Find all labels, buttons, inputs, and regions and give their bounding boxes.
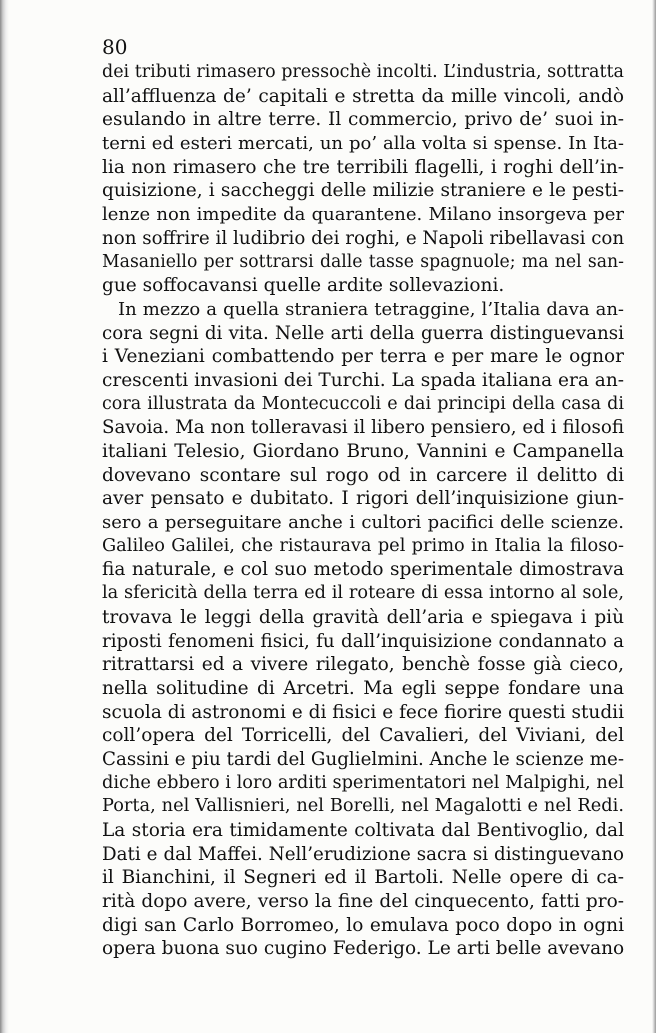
- text-line: opera buona suo cugino Federigo. Le arti belle avevano: [102, 938, 625, 960]
- text-line: la sfericità della terra ed il roteare di essa intorno al sole,: [102, 583, 624, 604]
- text-line: coll’opera del Torricelli, del Cavalieri, del Viviani, del: [102, 725, 624, 747]
- text-line: In mezzo a quella straniera tetraggine, l’Italia dava an-: [118, 298, 624, 320]
- text-line: ritrattarsi ed a vivere rilegato, benchè fosse già cieco,: [102, 654, 624, 676]
- text-line: Galileo Galilei, che ristaurava pel primo in Italia la filoso-: [102, 535, 624, 556]
- text-line: Savoia. Ma non tolleravasi il libero pensiero, ed i filosofi: [102, 417, 624, 439]
- text-line: quisizione, i saccheggi delle milizie straniere e le pesti-: [102, 180, 624, 202]
- text-line: Porta, nel Vallisnieri, nel Borelli, nel Magalotti e nel Redi.: [102, 796, 624, 817]
- text-line: lenze non impedite da quarantene. Milano insorgeva per: [102, 204, 624, 226]
- text-line: diche ebbero i loro arditi sperimentatori nel Malpighi, nel: [102, 772, 624, 793]
- text-line: dei tributi rimasero pressochè incolti. L’industria, sottratta: [102, 62, 624, 82]
- text-line: gue soffocavansi quelle ardite sollevazioni.: [102, 275, 505, 297]
- text-line: nella solitudine di Arcetri. Ma egli seppe fondare una: [102, 677, 624, 699]
- text-line: fia naturale, e col suo metodo sperimentale dimostrava: [102, 559, 624, 581]
- text-line: esulando in altre terre. Il commercio, privo de’ suoi in-: [102, 109, 624, 131]
- text-line: lia non rimasero che tre terribili flagelli, i roghi dell’in-: [102, 156, 624, 178]
- page-number: 80: [102, 35, 128, 59]
- page-left-edge-shadow: [0, 0, 9, 1033]
- text-line: cora illustrata da Montecuccoli e dai principi della casa di: [102, 393, 624, 414]
- text-line: Cassini e piu tardi del Guglielmini. Anche le scienze me-: [102, 748, 624, 770]
- text-line: terni ed esteri mercati, un po’ alla volta si spense. In Ita-: [102, 133, 624, 155]
- text-line: trovava le leggi della gravità dell’aria e spiegava i più: [102, 606, 624, 628]
- text-line: all’affluenza de’ capitali e stretta da mille vincoli, andò: [102, 85, 624, 107]
- text-line: i Veneziani combattendo per terra e per mare le ognor: [102, 346, 624, 368]
- text-line: digi san Carlo Borromeo, lo emulava poco dopo in ogni: [102, 914, 624, 936]
- text-line: Dati e dal Maffei. Nell’erudizione sacra si distinguevano: [102, 843, 624, 865]
- text-line: rità dopo avere, verso la fine del cinquecento, fatti pro-: [102, 891, 624, 913]
- body-text: [102, 61, 624, 961]
- text-line: La storia era timidamente coltivata dal Bentivoglio, dal: [102, 820, 624, 841]
- text-line: scuola di astronomi e di fisici e fece fiorire questi studii: [102, 701, 624, 723]
- text-line: sero a perseguitare anche i cultori pacifici delle scienze.: [102, 512, 624, 534]
- page-right-edge-shadow: [652, 0, 656, 1033]
- text-line: italiani Telesio, Giordano Bruno, Vannini e Campanella: [102, 441, 624, 462]
- text-line: cora segni di vita. Nelle arti della guerra distinguevansi: [102, 322, 624, 344]
- text-line: non soffrire il ludibrio dei roghi, e Napoli ribellavasi con: [102, 227, 625, 249]
- text-line: Masaniello per sottrarsi dalle tasse spagnuole; ma nel san-: [102, 251, 624, 272]
- text-line: riposti fenomeni fisici, fu dall’inquisizione condannato a: [102, 630, 624, 652]
- text-line: crescenti invasioni dei Turchi. La spada italiana era an-: [102, 369, 624, 391]
- text-line: il Bianchini, il Segneri ed il Bartoli. Nelle opere di ca-: [102, 867, 624, 889]
- text-line: dovevano scontare sul rogo od in carcere il delitto di: [102, 464, 624, 486]
- text-line: aver pensato e dubitato. I rigori dell’inquisizione giun-: [102, 488, 624, 510]
